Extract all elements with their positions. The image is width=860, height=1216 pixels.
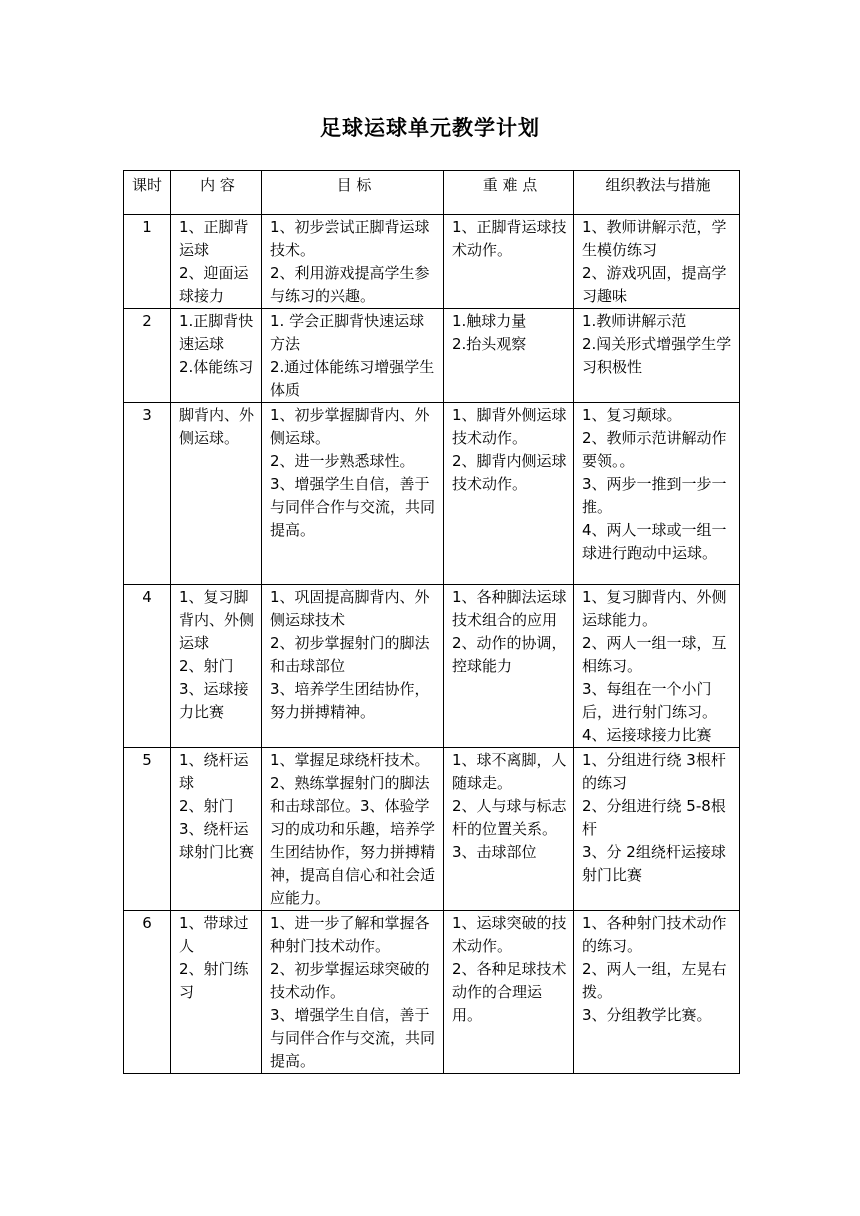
method-item: 3、两步一推到一步一推。 bbox=[582, 475, 727, 516]
method-item: 2、两人一组，左晃右拨。 bbox=[582, 960, 727, 1001]
header-keypoints: 重 难 点 bbox=[444, 171, 574, 215]
method-item: 2.闯关形式增强学生学习积极性 bbox=[582, 335, 732, 376]
content-item: 3、运球接力比赛 bbox=[179, 680, 249, 721]
keypoints-cell bbox=[444, 911, 574, 1074]
methods-cell bbox=[574, 585, 740, 748]
keypoint-item: 1、各种脚法运球技术组合的应用 bbox=[452, 588, 567, 629]
keypoint-item: 1、球不离脚，人随球走。 bbox=[452, 751, 567, 792]
content-item: 1.正脚背快速运球 bbox=[179, 312, 254, 353]
method-item: 1、复习颠球。 bbox=[582, 406, 682, 424]
method-item: 1、各种射门技术动作的练习。 bbox=[582, 914, 727, 955]
method-item: 3、每组在一个小门后，进行射门练习。 bbox=[582, 680, 718, 721]
content-item: 1、复习脚背内、外侧运球 bbox=[179, 588, 255, 652]
keypoints-cell bbox=[444, 215, 574, 309]
methods-cell bbox=[574, 309, 740, 403]
keypoint-item: 2.抬头观察 bbox=[452, 335, 527, 353]
keypoints-cell bbox=[444, 403, 574, 585]
goal-item: 1. 学会正脚背快速运球方法 bbox=[270, 312, 425, 353]
method-item: 4、运接球接力比赛 bbox=[582, 726, 712, 744]
keypoint-item: 1、脚背外侧运球技术动作。 bbox=[452, 406, 567, 447]
content-item: 1、绕杆运球 bbox=[179, 751, 249, 792]
methods-cell bbox=[574, 403, 740, 585]
keypoints-cell bbox=[444, 748, 574, 911]
header-row bbox=[124, 171, 740, 215]
content-cell bbox=[171, 309, 262, 403]
page-title: 足球运球单元教学计划 bbox=[320, 116, 540, 140]
method-item: 2、分组进行绕 5-8根杆 bbox=[582, 797, 726, 838]
table-row bbox=[124, 585, 740, 748]
keypoint-item: 2、人与球与标志杆的位置关系。 bbox=[452, 797, 567, 838]
content-cell bbox=[171, 215, 262, 309]
goals-cell bbox=[262, 403, 444, 585]
method-item: 1、分组进行绕 3根杆的练习 bbox=[582, 751, 726, 792]
content-item: 脚背内、外侧运球。 bbox=[179, 406, 255, 447]
lesson-number: 3 bbox=[124, 403, 171, 585]
content-item: 2、射门 bbox=[179, 797, 234, 815]
goal-item: 1、巩固提高脚背内、外侧运球技术 bbox=[270, 588, 430, 629]
table-row bbox=[124, 309, 740, 403]
goals-cell bbox=[262, 748, 444, 911]
goal-item: 1、掌握足球绕杆技术。 bbox=[270, 751, 430, 769]
goals-cell bbox=[262, 911, 444, 1074]
content-cell bbox=[171, 911, 262, 1074]
method-item: 3、分组教学比赛。 bbox=[582, 1006, 712, 1024]
header-methods: 组织教法与措施 bbox=[574, 171, 740, 215]
content-item: 1、带球过人 bbox=[179, 914, 249, 955]
header-lesson: 课时 bbox=[124, 171, 171, 215]
keypoint-item: 2、脚背内侧运球技术动作。 bbox=[452, 452, 567, 493]
keypoints-cell bbox=[444, 309, 574, 403]
lesson-number: 1 bbox=[124, 215, 171, 309]
goal-item: 2、利用游戏提高学生参与练习的兴趣。 bbox=[270, 264, 430, 305]
keypoint-item: 1、正脚背运球技术动作。 bbox=[452, 218, 567, 259]
goal-item: 2、熟练掌握射门的脚法和击球部位。3、体验学习的成功和乐趣，培养学生团结协作，努力拼搏精神，提高自信心和社会适应能力。 bbox=[270, 774, 436, 907]
methods-cell bbox=[574, 215, 740, 309]
keypoint-item: 2、各种足球技术动作的合理运用。 bbox=[452, 960, 567, 1024]
goals-cell bbox=[262, 309, 444, 403]
table-row bbox=[124, 215, 740, 309]
keypoint-item: 3、击球部位 bbox=[452, 843, 537, 861]
method-item: 2、两人一组一球，互相练习。 bbox=[582, 634, 727, 675]
methods-cell bbox=[574, 748, 740, 911]
goal-item: 3、培养学生团结协作，努力拼搏精神。 bbox=[270, 680, 430, 721]
keypoint-item: 2、动作的协调，控球能力 bbox=[452, 634, 567, 675]
lesson-plan-table bbox=[123, 170, 740, 1074]
goals-cell bbox=[262, 585, 444, 748]
goal-item: 3、增强学生自信，善于与同伴合作与交流，共同提高。 bbox=[270, 475, 436, 539]
content-item: 3、绕杆运球射门比赛 bbox=[179, 820, 255, 861]
header-content: 内 容 bbox=[171, 171, 262, 215]
methods-cell bbox=[574, 911, 740, 1074]
keypoint-item: 1、运球突破的技术动作。 bbox=[452, 914, 567, 955]
content-cell bbox=[171, 585, 262, 748]
content-cell bbox=[171, 748, 262, 911]
content-item: 1、正脚背运球 bbox=[179, 218, 249, 259]
goal-item: 2.通过体能练习增强学生体质 bbox=[270, 358, 435, 399]
content-cell bbox=[171, 403, 262, 585]
table-row bbox=[124, 403, 740, 585]
keypoints-cell bbox=[444, 585, 574, 748]
goals-cell bbox=[262, 215, 444, 309]
method-item: 4、两人一球或一组一球进行跑动中运球。 bbox=[582, 521, 727, 562]
goal-item: 1、初步掌握脚背内、外侧运球。 bbox=[270, 406, 430, 447]
lesson-number: 4 bbox=[124, 585, 171, 748]
table-row bbox=[124, 911, 740, 1074]
goal-item: 1、初步尝试正脚背运球技术。 bbox=[270, 218, 430, 259]
goal-item: 2、初步掌握运球突破的技术动作。 bbox=[270, 960, 430, 1001]
goal-item: 1、进一步了解和掌握各种射门技术动作。 bbox=[270, 914, 430, 955]
content-item: 2、迎面运球接力 bbox=[179, 264, 249, 305]
goal-item: 3、增强学生自信，善于与同伴合作与交流，共同提高。 bbox=[270, 1006, 436, 1070]
content-item: 2、射门练习 bbox=[179, 960, 249, 1001]
content-item: 2、射门 bbox=[179, 657, 234, 675]
content-item: 2.体能练习 bbox=[179, 358, 254, 376]
method-item: 3、分 2组绕杆运接球射门比赛 bbox=[582, 843, 726, 884]
lesson-number: 6 bbox=[124, 911, 171, 1074]
method-item: 1.教师讲解示范 bbox=[582, 312, 687, 330]
method-item: 2、教师示范讲解动作要领。。 bbox=[582, 429, 727, 470]
method-item: 1、教师讲解示范，学生模仿练习 bbox=[582, 218, 727, 259]
lesson-number: 5 bbox=[124, 748, 171, 911]
method-item: 2、游戏巩固，提高学习趣味 bbox=[582, 264, 727, 305]
lesson-number: 2 bbox=[124, 309, 171, 403]
goal-item: 2、初步掌握射门的脚法和击球部位 bbox=[270, 634, 430, 675]
keypoint-item: 1.触球力量 bbox=[452, 312, 527, 330]
goal-item: 2、进一步熟悉球性。 bbox=[270, 452, 415, 470]
table-row bbox=[124, 748, 740, 911]
method-item: 1、复习脚背内、外侧运球能力。 bbox=[582, 588, 727, 629]
header-goals: 目 标 bbox=[262, 171, 444, 215]
